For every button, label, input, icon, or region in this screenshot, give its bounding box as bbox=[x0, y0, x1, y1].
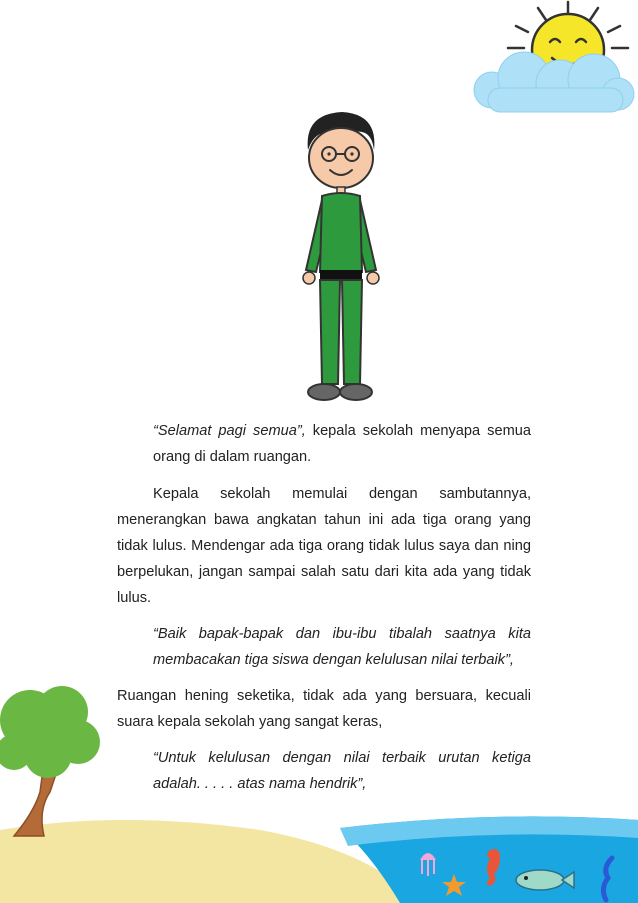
sun-cloud-illustration bbox=[468, 0, 638, 120]
greeting-narration: kepala sekolah menyapa semua orang di dalam ruangan. bbox=[153, 423, 531, 465]
greeting-paragraph bbox=[117, 418, 531, 470]
jellyfish-icon bbox=[420, 853, 436, 876]
cloud-icon bbox=[474, 52, 634, 112]
third-place-quote: “Untuk kelulusan dengan nilai terbaik urutan ketiga adalah. . . . . atas nama hendrik”, bbox=[153, 750, 531, 792]
tree-icon bbox=[0, 680, 110, 850]
boy-character-illustration bbox=[296, 110, 386, 406]
silence-paragraph: Ruangan hening seketika, tidak ada yang bersuara, kecuali suara kepala sekolah yang sangat keras, bbox=[117, 688, 531, 730]
greeting-quote: “Selamat pagi semua”, bbox=[153, 423, 306, 439]
speech-paragraph: Kepala sekolah memulai dengan sambutannya, menerangkan bawa angkatan tahun ini ada tiga orang yang tidak lulus. Mendengar ada tiga orang tidak lulus saya dan ning berpelukan, jangan sampai salah satu dari kita ada yang tidak lulus. bbox=[117, 486, 531, 606]
announcement-quote: “Baik bapak-bapak dan ibu-ibu tibalah saatnya kita membacakan tiga siswa dengan kelulusan nilai terbaik”, bbox=[153, 626, 531, 668]
story-text bbox=[117, 418, 531, 797]
